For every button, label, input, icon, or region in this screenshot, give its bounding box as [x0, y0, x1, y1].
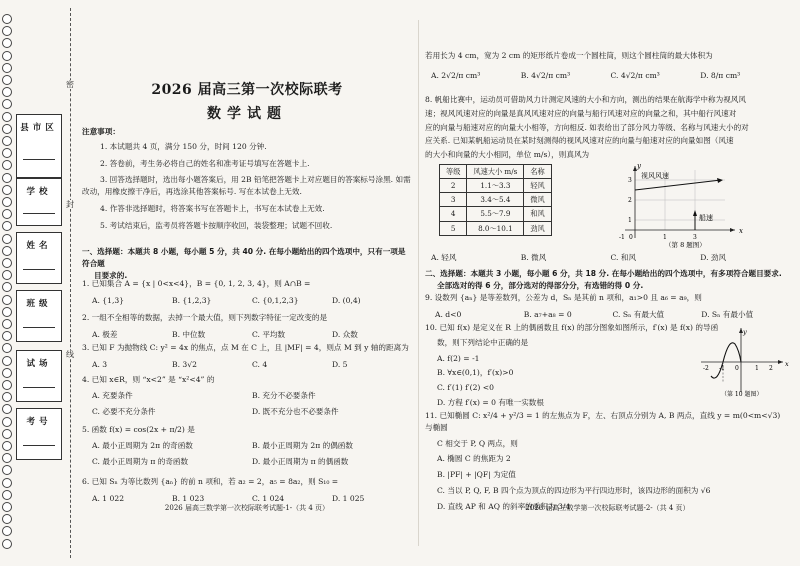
cut-mark: 封: [66, 200, 74, 209]
table-row: [440, 193, 552, 207]
punch-hole: [2, 136, 12, 146]
wind-scale-table: [439, 164, 552, 236]
option-a: A. 极差: [92, 329, 118, 339]
page-footer: 2026 届高三数学第一次校际联考试题-1-（共 4 页）: [164, 504, 330, 513]
y-tick: 2: [628, 197, 632, 204]
punch-hole: [2, 539, 12, 549]
x-tick: 1: [755, 365, 759, 372]
option-b: B. 4√2/π cm³: [520, 70, 571, 80]
school-label: 学校: [26, 187, 52, 197]
option-c: C. 和风: [610, 253, 637, 262]
question-stem: 8. 帆船比赛中，运动员可借助风力计测定风速的大小和方向，测出的结果在航海学中称为视风风: [425, 95, 746, 104]
option-b: B. {1,2,3}: [172, 295, 212, 305]
binding-margin: [0, 0, 78, 566]
x-tick: 2: [769, 365, 773, 372]
option-c: C. Sₙ 有最大值: [612, 309, 665, 319]
question-stem: 11. 已知椭圆 C: x²/4 + y²/3 = 1 的左焦点为 F，左、右顶点分别为 A, B 两点，直线 y = m(0<m<√3) 与椭圆: [425, 411, 781, 432]
class-label: 班级: [26, 299, 52, 309]
option-a: A. d<0: [435, 309, 462, 319]
option-c: C. 1 024: [252, 493, 285, 503]
class-field[interactable]: [16, 290, 62, 342]
punch-hole: [2, 209, 12, 219]
punch-hole: [2, 356, 12, 366]
option-row: [425, 309, 790, 321]
page-divider: [418, 20, 419, 546]
option-b: B. 充分不必要条件: [252, 390, 316, 400]
exam-number-field[interactable]: [16, 408, 62, 460]
punch-hole: [2, 197, 12, 207]
question-6: [82, 476, 412, 505]
option-row: [82, 295, 412, 307]
punch-hole: [2, 392, 12, 402]
y-label: y: [637, 162, 641, 170]
table-cell: 轻风: [524, 179, 551, 193]
exam-title: 2026 届高三第一次校际联考: [151, 82, 343, 98]
name-label: 姓名: [26, 241, 52, 251]
option-c: C. 最小正周期为 π 的奇函数: [92, 456, 189, 466]
table-header: 等级: [440, 165, 467, 179]
punch-hole: [2, 99, 12, 109]
punch-hole: [2, 14, 12, 24]
cut-mark: 线: [66, 350, 74, 359]
option-c: C. 当以 P, Q, F, B 四个点为顶点的四边形为平行四边形时，该四边形的面积为 √6: [437, 485, 711, 495]
option-row: [431, 252, 790, 264]
option-a: A. 轻风: [431, 253, 457, 262]
arrowhead-icon: [717, 178, 723, 183]
field-line: [23, 327, 55, 328]
section-1-text-cont: 目要求的.: [94, 270, 128, 280]
figure-caption: （第 10 题图）: [721, 391, 763, 398]
x-tick: 1: [663, 234, 667, 241]
option-c: C. {0,1,2,3}: [252, 295, 299, 305]
question-stem: 10. 已知 f(x) 是定义在 R 上的偶函数且 f(x) 的部分图象如图所示，f′(x) 是 f(x) 的导函: [425, 323, 719, 332]
punch-hole: [2, 282, 12, 292]
x-tick: -1: [619, 234, 625, 241]
punch-hole: [2, 124, 12, 134]
punch-hole: [2, 63, 12, 73]
option-a: A. 1 022: [92, 493, 125, 503]
question-5: [82, 424, 412, 467]
punch-hole: [2, 453, 12, 463]
table-row: [440, 179, 552, 193]
question-9: [425, 292, 790, 321]
option-a: A. 椭圆 C 的焦距为 2: [437, 454, 511, 464]
punch-hole: [2, 514, 12, 524]
punch-hole: [2, 38, 12, 48]
notice-line: 改动，用橡皮擦干净后，再选涂其他答案标号. 写在本试卷上无效.: [82, 187, 302, 197]
question-1: [82, 278, 412, 307]
room-field[interactable]: [16, 350, 62, 402]
function-graph-figure: [697, 326, 789, 398]
question-4: [82, 374, 412, 417]
arrowhead-icon: [693, 210, 697, 216]
question-11: [425, 410, 790, 512]
question-stem: 5. 函数 f(x) = cos(2x + π/2) 是: [82, 425, 195, 434]
table-header: 风速大小 m/s: [467, 165, 524, 179]
punch-hole: [2, 526, 12, 536]
punch-hole: [2, 185, 12, 195]
punch-hole: [2, 441, 12, 451]
table-cell: 3.4～5.4: [467, 193, 524, 207]
table-row: [440, 221, 552, 235]
field-line: [23, 445, 55, 446]
notice-heading: 注意事项：: [82, 127, 120, 136]
y-label: y: [743, 328, 747, 336]
option-row: [82, 329, 412, 341]
option-row: [82, 456, 412, 468]
question-stem: 4. 已知 x∈R，则 “x<2” 是 “x²<4” 的: [82, 375, 215, 384]
option-a: A. 充要条件: [92, 390, 133, 400]
section-2-text-cont: 全部选对的得 6 分，部分选对的得部分分，有选错的得 0 分.: [437, 280, 644, 290]
page-2: [425, 0, 790, 566]
exam-number-label: 考号: [26, 417, 52, 427]
county-field[interactable]: [16, 114, 62, 178]
option-b: B. |PF| + |QF| 为定值: [437, 470, 516, 480]
label-boat-speed: 船速: [699, 214, 713, 222]
option-a: A. 最小正周期为 2π 的奇函数: [92, 440, 193, 450]
question-stem: 9. 设数列 {aₙ} 是等差数列，公差为 d，Sₙ 是其前 n 项和，a₁>0 且 a₆ = a₉，则: [425, 293, 702, 302]
field-line: [23, 269, 55, 270]
x-tick: 0: [735, 365, 739, 372]
table-header-row: [440, 165, 552, 179]
table-cell: 5: [440, 221, 467, 235]
table-cell: 2: [440, 179, 467, 193]
option-d: D. 既不充分也不必要条件: [252, 406, 339, 416]
question-7-tail: [425, 50, 790, 82]
cut-mark: 密: [66, 80, 74, 89]
option-d: D. 方程 f′(x) = 0 有唯一实数根: [437, 397, 544, 407]
section-2-heading: [425, 268, 790, 292]
punch-hole: [2, 490, 12, 500]
notice-line: 4. 作答非选择题时，将答案书写在答题卡上，书写在本试卷上无效.: [100, 203, 325, 213]
punch-hole: [2, 319, 12, 329]
punch-hole: [2, 234, 12, 244]
option-b: B. 1 023: [172, 493, 205, 503]
option-d: D. 5: [332, 359, 348, 369]
option-b: B. 3√2: [172, 359, 197, 369]
punch-hole: [2, 51, 12, 61]
figure-caption: （第 8 题图）: [665, 241, 706, 248]
option-d: D. Sₙ 有最小值: [701, 309, 754, 319]
page-footer: 2026 届高三数学第一次校际联考试题-2-（共 4 页）: [525, 504, 690, 513]
y-tick: 1: [628, 217, 632, 224]
section-1-heading: [82, 246, 412, 281]
table-cell: 劲风: [524, 221, 551, 235]
option-d: D. 劲风: [700, 253, 727, 262]
question-stem: 2. 一组不全相等的数据，去掉一个最大值，则下列数字特征一定改变的是: [82, 313, 328, 322]
punch-hole: [2, 417, 12, 427]
table-cell: 8.0～10.1: [467, 221, 524, 235]
curve: [711, 343, 741, 378]
wind-vector-figure: [615, 160, 775, 248]
question-stem: 速；视风风速对应的向量是真风风速对应的向量与船行风速对应的向量之和，其中船行风速对: [425, 108, 737, 118]
option-row: [82, 440, 412, 452]
question-stem: 数，则下列结论中正确的是: [437, 337, 529, 347]
punch-hole: [2, 87, 12, 97]
question-stem: C 相交于 P, Q 两点，则: [437, 438, 518, 448]
option-c: C. 4√2/π cm³: [610, 70, 660, 80]
option-row: [82, 390, 412, 402]
question-stem: 6. 已知 Sₙ 为等比数列 {aₙ} 的前 n 项和，若 a₂ = 2，a₅ = 8a₂，则 S₁₀ =: [82, 477, 339, 486]
county-label: 县市区: [20, 123, 58, 133]
x-tick: -1: [719, 365, 725, 372]
notice-line: 1. 本试题共 4 页，满分 150 分，时间 120 分钟.: [100, 141, 267, 151]
punch-hole: [2, 112, 12, 122]
label-apparent-wind: 视风风速: [641, 172, 669, 180]
question-stem: 应关系. 已知某帆船运动员在某时刻测得的视风风速对应的向量与船速对应的向量如图（风速: [425, 136, 734, 146]
punch-hole: [2, 270, 12, 280]
punch-hole: [2, 307, 12, 317]
table-cell: 4: [440, 207, 467, 221]
punch-hole: [2, 246, 12, 256]
option-c: C. 必要不充分条件: [92, 406, 156, 416]
question-stem: 的大小和向量的大小相同，单位 m/s），则真风为: [425, 150, 590, 160]
table-cell: 1.1～3.3: [467, 179, 524, 193]
notice-line: 3. 回答选择题时，选出每小题答案后，用 2B 铅笔把答题卡上对应题目的答案标号涂黑. 如需: [100, 175, 411, 185]
x-axis-arrow-icon: [778, 360, 783, 364]
option-a: A. 3: [92, 359, 108, 369]
option-d: D. 8/π cm³: [700, 70, 741, 80]
option-a: A. 2√2/π cm³: [431, 70, 481, 80]
table-row: [440, 207, 552, 221]
y-tick: 3: [628, 177, 632, 184]
section-1-text: 一、选择题：本题共 8 小题，每小题 5 分，共 40 分. 在每小题给出的四个选项中，只有一项是符合题: [82, 247, 406, 268]
punch-hole: [2, 502, 12, 512]
option-b: B. 中位数: [172, 329, 206, 339]
option-b: B. a₇+a₈ = 0: [523, 309, 572, 319]
field-line: [23, 387, 55, 388]
punch-hole: [2, 295, 12, 305]
x-label: x: [739, 227, 743, 235]
field-line: [23, 213, 55, 214]
option-row: [82, 406, 412, 418]
notices: [82, 126, 412, 231]
table-cell: 微风: [524, 193, 551, 207]
punch-hole: [2, 343, 12, 353]
notice-line: 5. 考试结束后，监考员将答题卡按顺序收回，装袋整理；试题不回收.: [100, 220, 333, 230]
punch-hole: [2, 258, 12, 268]
name-field[interactable]: [16, 232, 62, 284]
question-3: [82, 342, 412, 371]
punch-hole: [2, 331, 12, 341]
punch-hole: [2, 429, 12, 439]
x-label: x: [785, 360, 789, 368]
option-c: C. f′(1) f′(2) <0: [437, 383, 494, 393]
option-d: D. (0,4): [332, 295, 361, 305]
question-stem: 3. 已知 F 为抛物线 C: y² = 4x 的焦点，点 M 在 C 上，且 |MF| = 4，则点 M 到 y 轴的距离为: [82, 343, 409, 352]
punch-hole: [2, 75, 12, 85]
section-2-text: 二、选择题：本题共 3 小题，每小题 6 分，共 18 分. 在每小题给出的四个选项中，有多项符合题目要求.: [425, 269, 782, 278]
table-header: 名称: [524, 165, 551, 179]
apparent-wind-vector: [635, 180, 721, 190]
option-c: C. 平均数: [252, 329, 286, 339]
punch-hole: [2, 465, 12, 475]
x-tick: 3: [693, 234, 697, 241]
punch-hole: [2, 221, 12, 231]
question-stem: 若用长为 4 cm，宽为 2 cm 的矩形纸片卷成一个圆柱筒，则这个圆柱筒的最大体积为: [425, 51, 713, 60]
subject-title: 数学试题: [207, 106, 287, 122]
option-row: [82, 359, 412, 371]
option-a: A. f(2) = -1: [437, 353, 480, 363]
question-stem: 1. 已知集合 A = {x | 0<x<4}，B = {0, 1, 2, 3, 4}，则 A∩B =: [82, 279, 311, 288]
x-tick: -2: [703, 365, 709, 372]
punch-hole: [2, 368, 12, 378]
option-d: D. 最小正周期为 π 的偶函数: [252, 456, 349, 466]
cut-line: [70, 8, 71, 558]
option-d: D. 1 025: [332, 493, 365, 503]
x-axis-arrow-icon: [730, 228, 735, 232]
option-row: [425, 70, 790, 82]
question-8: [425, 94, 790, 161]
table-cell: 和风: [524, 207, 551, 221]
punch-hole: [2, 26, 12, 36]
punch-hole: [2, 148, 12, 158]
option-b: B. 微风: [520, 253, 547, 262]
option-d: D. 直线 AP 和 AQ 的斜率的乘积为 3/4: [437, 501, 571, 511]
field-line: [23, 159, 55, 160]
punch-hole: [2, 404, 12, 414]
option-a: A. {1,3}: [92, 295, 125, 305]
table-cell: 5.5～7.9: [467, 207, 524, 221]
question-2: [82, 312, 412, 341]
punch-hole: [2, 478, 12, 488]
notice-line: 2. 答卷前，考生务必将自己的姓名和准考证号填写在答题卡上.: [100, 158, 310, 168]
punch-hole: [2, 173, 12, 183]
room-label: 试场: [26, 359, 52, 369]
table-cell: 3: [440, 193, 467, 207]
option-d: D. 众数: [332, 329, 358, 339]
school-field[interactable]: [16, 178, 62, 226]
option-c: C. 4: [252, 359, 268, 369]
punch-hole: [2, 380, 12, 390]
page-1: [82, 0, 412, 566]
question-stem: 应的向量与船速对应的向量大小相等，方向相反. 如表给出了部分风力等级、名称与风速大小的对: [425, 122, 749, 132]
option-b: B. 最小正周期为 2π 的偶函数: [252, 440, 353, 450]
option-b: B. ∀x∈(0,1)，f′(x)>0: [437, 368, 514, 378]
punch-hole: [2, 160, 12, 170]
x-tick: 0: [629, 234, 633, 241]
